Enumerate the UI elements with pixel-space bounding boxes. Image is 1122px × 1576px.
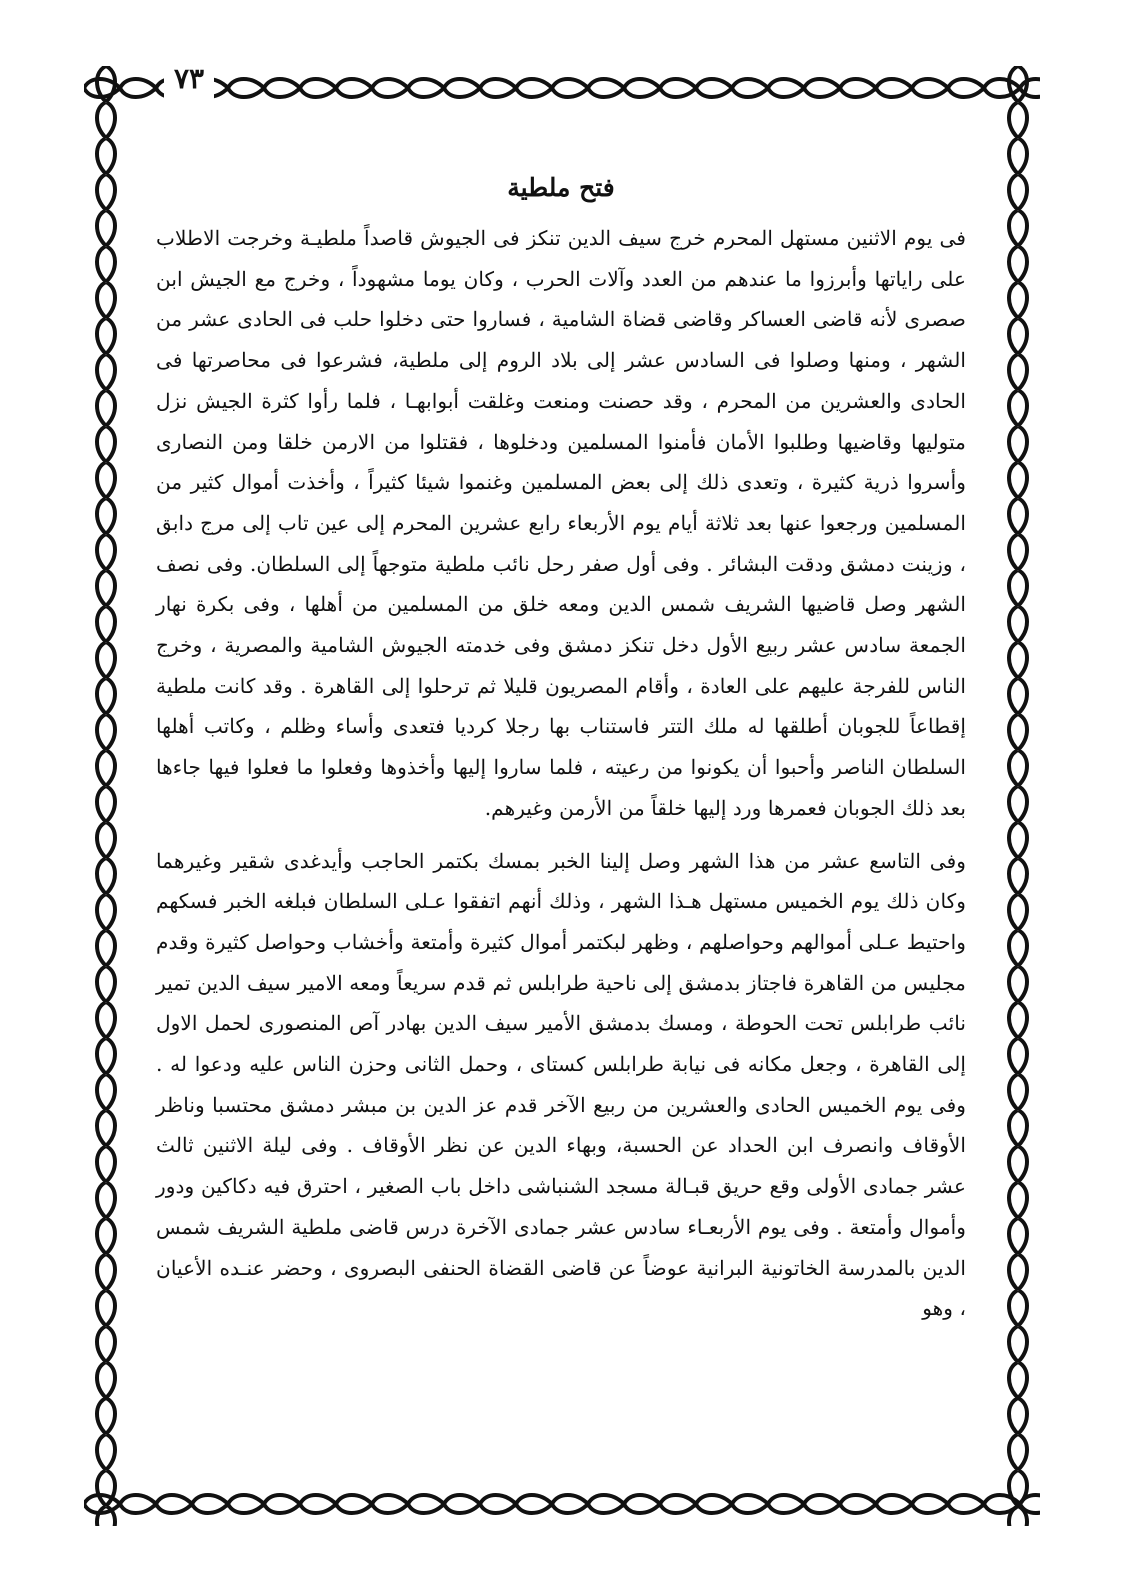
rope-border-bottom <box>84 1482 1040 1526</box>
rope-strand <box>84 1495 1040 1504</box>
paragraph-2: وفى التاسع عشر من هذا الشهر وصل إلينا الخبر بمسك بكتمر الحاجب وأيدغدى شقير وغيرهما وكان ذلك يوم الخميس مستهل هـذا الشهر ، وذلك أنهم اتفقوا عـلى السلطان فبلغه الخبر فسكهم واحتيط عـلى أموالهم وحواصلهم ، وظهر لبكتمر أموال كثيرة وأمتعة وأخشاب وحواصل كثيرة وقدم مجليس من القاهرة فاجتاز بدمشق إلى ناحية طرابلس ثم قدم سريعاً ومعه الامير سيف الدين تمير نائب طرابلس تحت الحوطة ، ومسك بدمشق الأمير سيف الدين بهادر آص المنصورى لحمل الاول إلى القاهرة ، وجعل مكانه فى نيابة طرابلس كستاى ، وحمل الثانى وحزن الناس عليه ودعوا له . وفى يوم الخميس الحادى والعشرين من ربيع الآخر قدم عز الدين بن مبشر دمشق محتسبا وناظر الأوقاف وانصرف ابن الحداد عن الحسبة، وبهاء الدين عن نظر الأوقاف . وفى ليلة الاثنين ثالث عشر جمادى الأولى وقع حريق قبـالة مسجد الشنباشى داخل باب الصغير ، احترق فيه دكاكين ودور وأموال وأمتعة . وفى يوم الأربعـاء سادس عشر جمادى الآخرة درس قاضى ملطية الشريف شمس الدين بالمدرسة الخاتونية البرانية عوضاً عن قاضى القضاة الحنفى البصروى ، وحضر عنـده الأعيان ، وهو <box>156 848 966 1321</box>
rope-strand <box>84 1504 1040 1513</box>
page-number: ٧٣ <box>164 59 214 99</box>
page-content <box>88 92 1038 1470</box>
rope-strand <box>84 79 1040 88</box>
paragraph-1: فى يوم الاثنين مستهل المحرم خرج سيف الدين تنكز فى الجيوش قاصداً ملطيـة وخرجت الاطلاب على راياتها وأبرزوا ما عندهم من العدد وآلات الحرب ، وكان يوما مشهوداً ، وخرج مع الجيش ابن صصرى لأنه قاضى العساكر وقاضى قضاة الشامية ، فساروا حتى دخلوا حلب فى الحادى عشر من الشهر ، ومنها وصلوا فى السادس عشر إلى بلاد الروم إلى ملطية، فشرعوا فى محاصرتها فى الحادى والعشرين من المحرم ، وقد حصنت ومنعت وغلقت أبوابهـا ، فلما رأوا كثرة الجيش نزل متوليها وقاضيها وطلبوا الأمان فأمنوا المسلمين ودخلوها ، فقتلوا من الارمن خلقا ومن النصارى وأسروا ذرية كثيرة ، وتعدى ذلك إلى بعض المسلمين وغنموا شيئا كثيراً ، وأخذت أموال كثير من المسلمين ورجعوا عنها بعد ثلاثة أيام يوم الأربعاء رابع عشرين المحرم إلى عين تاب إلى مرج دابق ، وزينت دمشق ودقت البشائر . وفى أول صفر رحل نائب ملطية متوجهاً إلى السلطان. وفى نصف الشهر وصل قاضيها الشريف شمس الدين ومعه خلق من المسلمين من أهلها ، وفى بكرة نهار الجمعة سادس عشر ربيع الأول دخل تنكز دمشق وفى خدمته الجيوش الشامية والمصرية ، وخرج الناس للفرجة عليهم على العادة ، وأقام المصريون قليلا ثم ترحلوا إلى القاهرة . وقد كانت ملطية إقطاعاً للجوبان أطلقها له ملك التتر فاستناب بها رجلا كرديا فتعدى وأساء وظلم ، وكاتب أهلها السلطان الناصر وأحبوا أن يكونوا من رعيته ، فلما ساروا إليها وأخذوها وفعلوا ما فعلوا فيها جاءها بعد ذلك الجوبان فعمرها ورد إليها خلقاً من الأرمن وغيرهم. <box>156 226 966 820</box>
chapter-title: فتح ملطية <box>507 173 615 202</box>
